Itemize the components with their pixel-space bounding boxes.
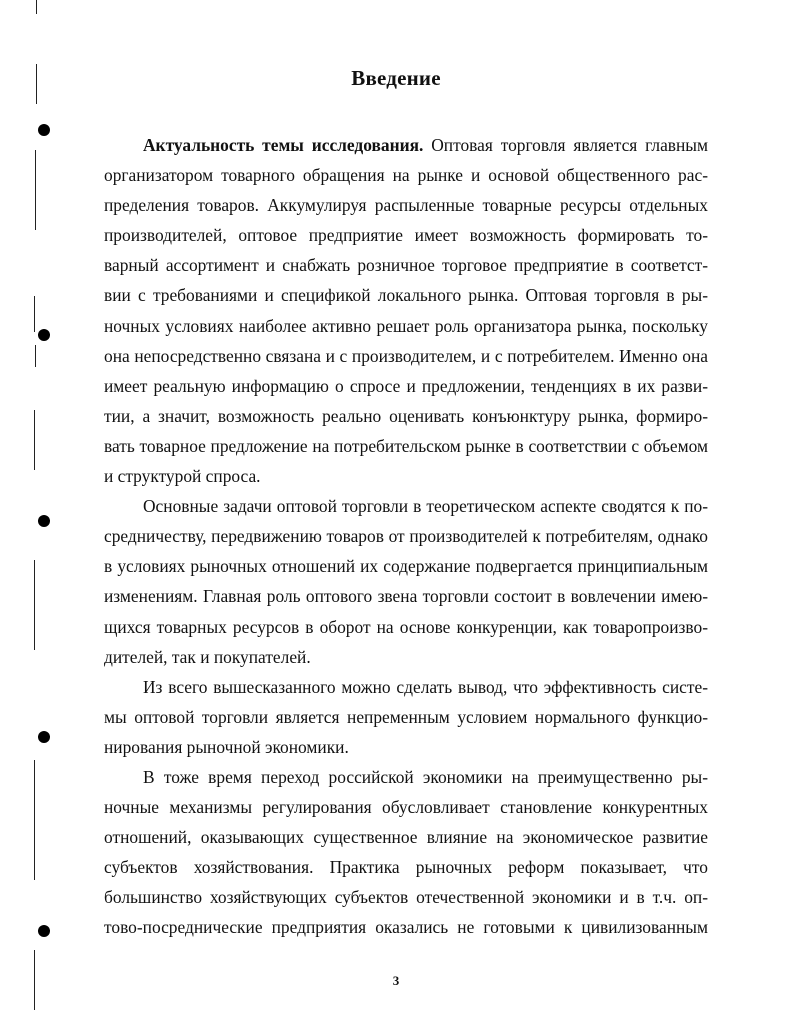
text-line: субъектов хозяйствования. Практика рыночных реформ показывает, что xyxy=(104,857,708,878)
text-line: щихся товарных ресурсов в оборот на основе конкуренции, как товаропроизво- xyxy=(104,616,708,637)
text-line: средничеству, передвижению товаров от производителей к потребителям, однако xyxy=(104,526,708,547)
scan-margin-line xyxy=(36,0,37,14)
text-line: изменениям. Главная роль оптового звена торговли состоит в вовлечении имею- xyxy=(104,586,708,607)
text-line: тово-посреднические предприятия оказались не готовыми к цивилизованным xyxy=(104,917,708,938)
text-line: организатором товарного обращения на рынке и основой общественного рас- xyxy=(104,165,708,186)
scan-margin-line xyxy=(34,760,35,880)
text-line: Из всего вышесказанного можно сделать вывод, что эффективность систе- xyxy=(143,676,708,697)
paragraph xyxy=(104,672,708,762)
scan-margin-line xyxy=(34,560,35,650)
punch-hole xyxy=(38,925,50,937)
scan-margin-line xyxy=(35,150,36,230)
text-line: ночных условиях наиболее активно решает роль организатора рынка, поскольку xyxy=(104,315,708,336)
text-line: отношений, оказывающих существенное влияние на экономическое развитие xyxy=(104,827,708,848)
text-line: и структурой спроса. xyxy=(104,466,261,487)
scan-margin-line xyxy=(35,345,36,367)
text-line: производителей, оптовое предприятие имеет возможность формировать то- xyxy=(104,225,708,246)
text-line: имеет реальную информацию о спросе и предложении, тенденциях в их разви- xyxy=(104,375,708,396)
punch-hole xyxy=(38,515,50,527)
text-line: большинство хозяйствующих субъектов отечественной экономики и в т.ч. оп- xyxy=(104,887,708,908)
text-line: Основные задачи оптовой торговли в теоретическом аспекте сводятся к по- xyxy=(143,496,708,517)
text-line: она непосредственно связана и с производителем, и с потребителем. Именно она xyxy=(104,345,708,366)
text-line: в условиях рыночных отношений их содержание подвергается принципиальным xyxy=(104,556,708,577)
text-line: тии, а значит, возможность реально оценивать конъюнктуру рынка, формиро- xyxy=(104,405,708,426)
text-line: пределения товаров. Аккумулируя распыленные товарные ресурсы отдельных xyxy=(104,195,708,216)
punch-hole xyxy=(38,731,50,743)
text-line: вии с требованиями и спецификой локального рынка. Оптовая торговля в ры- xyxy=(104,285,708,306)
page-title: Введение xyxy=(351,66,441,90)
text-line xyxy=(104,130,708,160)
text-line: В тоже время переход российской экономики на преимущественно ры- xyxy=(143,766,708,787)
body-text xyxy=(104,130,708,943)
scan-margin-line xyxy=(34,296,35,332)
paragraph xyxy=(104,762,708,943)
text-line: вать товарное предложение на потребительском рынке в соответствии с объемом xyxy=(104,435,708,456)
text-line: ночные механизмы регулирования обусловливает становление конкурентных xyxy=(104,797,708,818)
punch-hole xyxy=(38,329,50,341)
text-line: мы оптовой торговли является непременным условием нормального функцио- xyxy=(104,706,708,727)
text-fragment: Оптовая торговля является главным xyxy=(423,135,708,155)
punch-hole xyxy=(38,124,50,136)
page-number: 3 xyxy=(392,973,400,988)
paragraph xyxy=(104,491,708,672)
lead-phrase: Актуальность темы исследования. xyxy=(143,135,424,155)
text-line: дителей, так и покупателей. xyxy=(104,646,311,667)
text-line: варный ассортимент и снабжать розничное торговое предприятие в соответст- xyxy=(104,255,708,276)
scan-margin-line xyxy=(34,410,35,470)
text-line: нирования рыночной экономики. xyxy=(104,736,349,757)
paragraph xyxy=(104,130,708,491)
